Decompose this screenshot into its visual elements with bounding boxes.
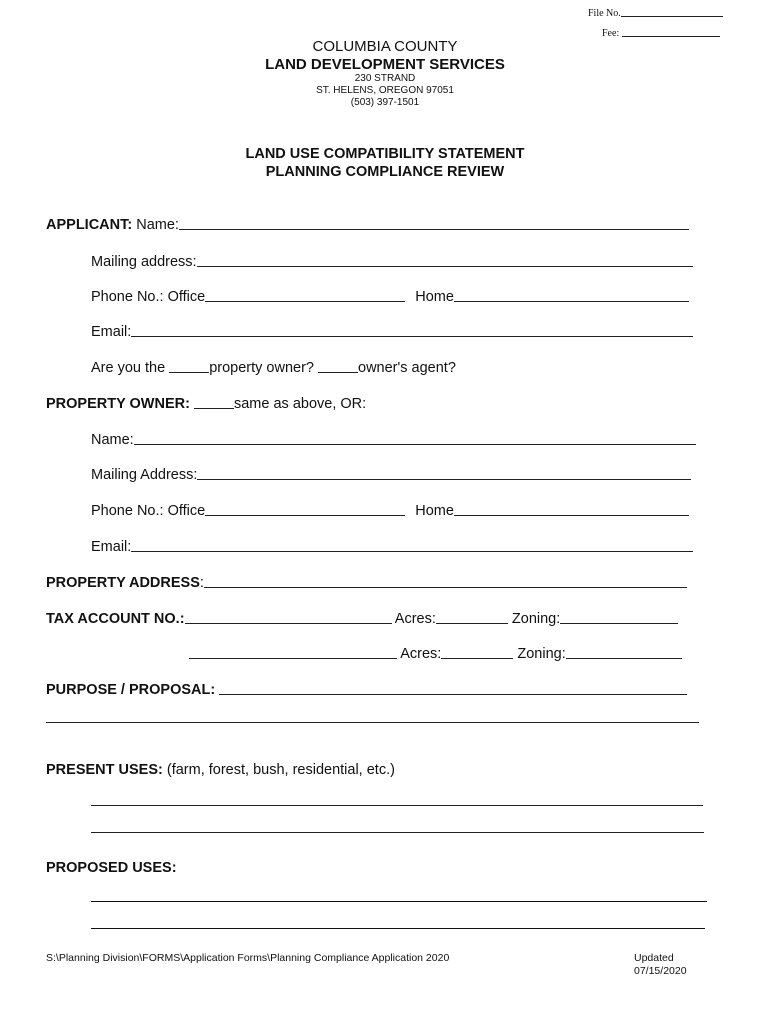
applicant-name-label: Name: [136, 217, 179, 233]
owner-home-label: Home [415, 503, 454, 519]
owners-agent-checkline[interactable] [318, 372, 358, 373]
property-address-label: PROPERTY ADDRESS [46, 575, 200, 591]
purpose-label: PURPOSE / PROPOSAL: [46, 682, 216, 698]
address-phone: (503) 397-1501 [350, 97, 420, 108]
form-title-line2: PLANNING COMPLIANCE REVIEW [265, 164, 505, 180]
same-as-above-checkline[interactable] [194, 408, 234, 409]
address-street: 230 STRAND [354, 73, 416, 84]
present-uses-label: PRESENT USES: [46, 762, 163, 778]
department-name: LAND DEVELOPMENT SERVICES [265, 56, 505, 73]
property-owner-heading: PROPERTY OWNER: [46, 396, 190, 412]
owner-name-field[interactable] [134, 444, 696, 445]
acres-label-2: Acres: [400, 646, 442, 662]
file-no-line[interactable] [621, 16, 723, 17]
owner-name-label: Name: [91, 432, 134, 448]
form-title-line1: LAND USE COMPATIBILITY STATEMENT [245, 146, 525, 162]
zoning-field[interactable] [560, 623, 678, 624]
owner-phone-row [91, 503, 689, 519]
proposed-uses-label: PROPOSED USES: [46, 860, 177, 876]
applicant-name-field[interactable] [179, 229, 689, 230]
fee-label: Fee: [602, 28, 620, 39]
purpose-field-line-2[interactable] [46, 722, 699, 723]
county-name: COLUMBIA COUNTY [312, 38, 458, 55]
applicant-mailing-row [91, 254, 693, 270]
present-uses-row [46, 762, 395, 778]
file-no-field[interactable] [588, 8, 723, 19]
acres-field-2[interactable] [441, 658, 513, 659]
acres-label: Acres: [394, 611, 436, 627]
applicant-role-row [91, 360, 456, 376]
zoning-label-2: Zoning: [517, 646, 566, 662]
address-city: ST. HELENS, OREGON 97051 [316, 85, 454, 96]
applicant-label: APPLICANT: [46, 217, 133, 233]
owner-mailing-row [91, 467, 691, 483]
tax-account-field[interactable] [185, 623, 392, 624]
same-as-above-label: same as above, OR: [233, 396, 367, 412]
zoning-label: Zoning: [511, 611, 561, 627]
zoning-field-2[interactable] [566, 658, 682, 659]
property-address-field[interactable] [204, 587, 687, 588]
present-uses-hint: (farm, forest, bush, residential, etc.) [166, 762, 395, 778]
proposed-uses-line-1[interactable] [91, 901, 707, 902]
tax-account-label: TAX ACCOUNT NO.: [46, 611, 185, 627]
purpose-field[interactable] [219, 694, 687, 695]
owner-phone-office-field[interactable] [205, 515, 405, 516]
applicant-email-field[interactable] [131, 336, 693, 337]
applicant-phone-office-field[interactable] [205, 301, 405, 302]
applicant-email-row [91, 324, 693, 340]
file-no-label: File No. [588, 8, 621, 19]
owners-agent-label: owner's agent? [358, 360, 456, 376]
tax-account-field-2[interactable] [189, 658, 397, 659]
owner-name-row [91, 432, 696, 448]
acres-field[interactable] [436, 623, 508, 624]
property-owner-label: property owner? [209, 360, 314, 376]
present-uses-line-2[interactable] [91, 832, 704, 833]
applicant-name-row [46, 217, 689, 233]
owner-mailing-label: Mailing Address: [91, 467, 198, 483]
property-owner-checkline[interactable] [169, 372, 209, 373]
applicant-mailing-label: Mailing address: [91, 254, 197, 270]
present-uses-line-1[interactable] [91, 805, 703, 806]
owner-mailing-field[interactable] [197, 479, 691, 480]
fee-line[interactable] [622, 36, 720, 37]
owner-email-label: Email: [91, 539, 132, 555]
applicant-mailing-field[interactable] [197, 266, 693, 267]
footer-updated-date: 07/15/2020 [634, 965, 687, 977]
owner-row [46, 396, 366, 412]
owner-email-row [91, 539, 693, 555]
owner-email-field[interactable] [131, 551, 693, 552]
tax-account-row-2 [189, 646, 682, 662]
applicant-email-label: Email: [91, 324, 132, 340]
proposed-uses-line-2[interactable] [91, 928, 705, 929]
applicant-phone-office-label: Phone No.: Office [91, 289, 206, 305]
tax-account-row [46, 611, 678, 627]
property-address-colon: : [199, 575, 204, 591]
role-question-label: Are you the [91, 360, 166, 376]
footer-file-path: S:\Planning Division\FORMS\Application Forms\Planning Compliance Application 2020 [46, 952, 450, 964]
purpose-row [46, 682, 687, 698]
owner-phone-office-label: Phone No.: Office [91, 503, 206, 519]
property-address-row [46, 575, 687, 591]
applicant-home-label: Home [415, 289, 454, 305]
owner-home-field[interactable] [454, 515, 689, 516]
applicant-phone-row [91, 289, 689, 305]
applicant-home-field[interactable] [454, 301, 689, 302]
footer-updated-label: Updated [634, 952, 674, 964]
